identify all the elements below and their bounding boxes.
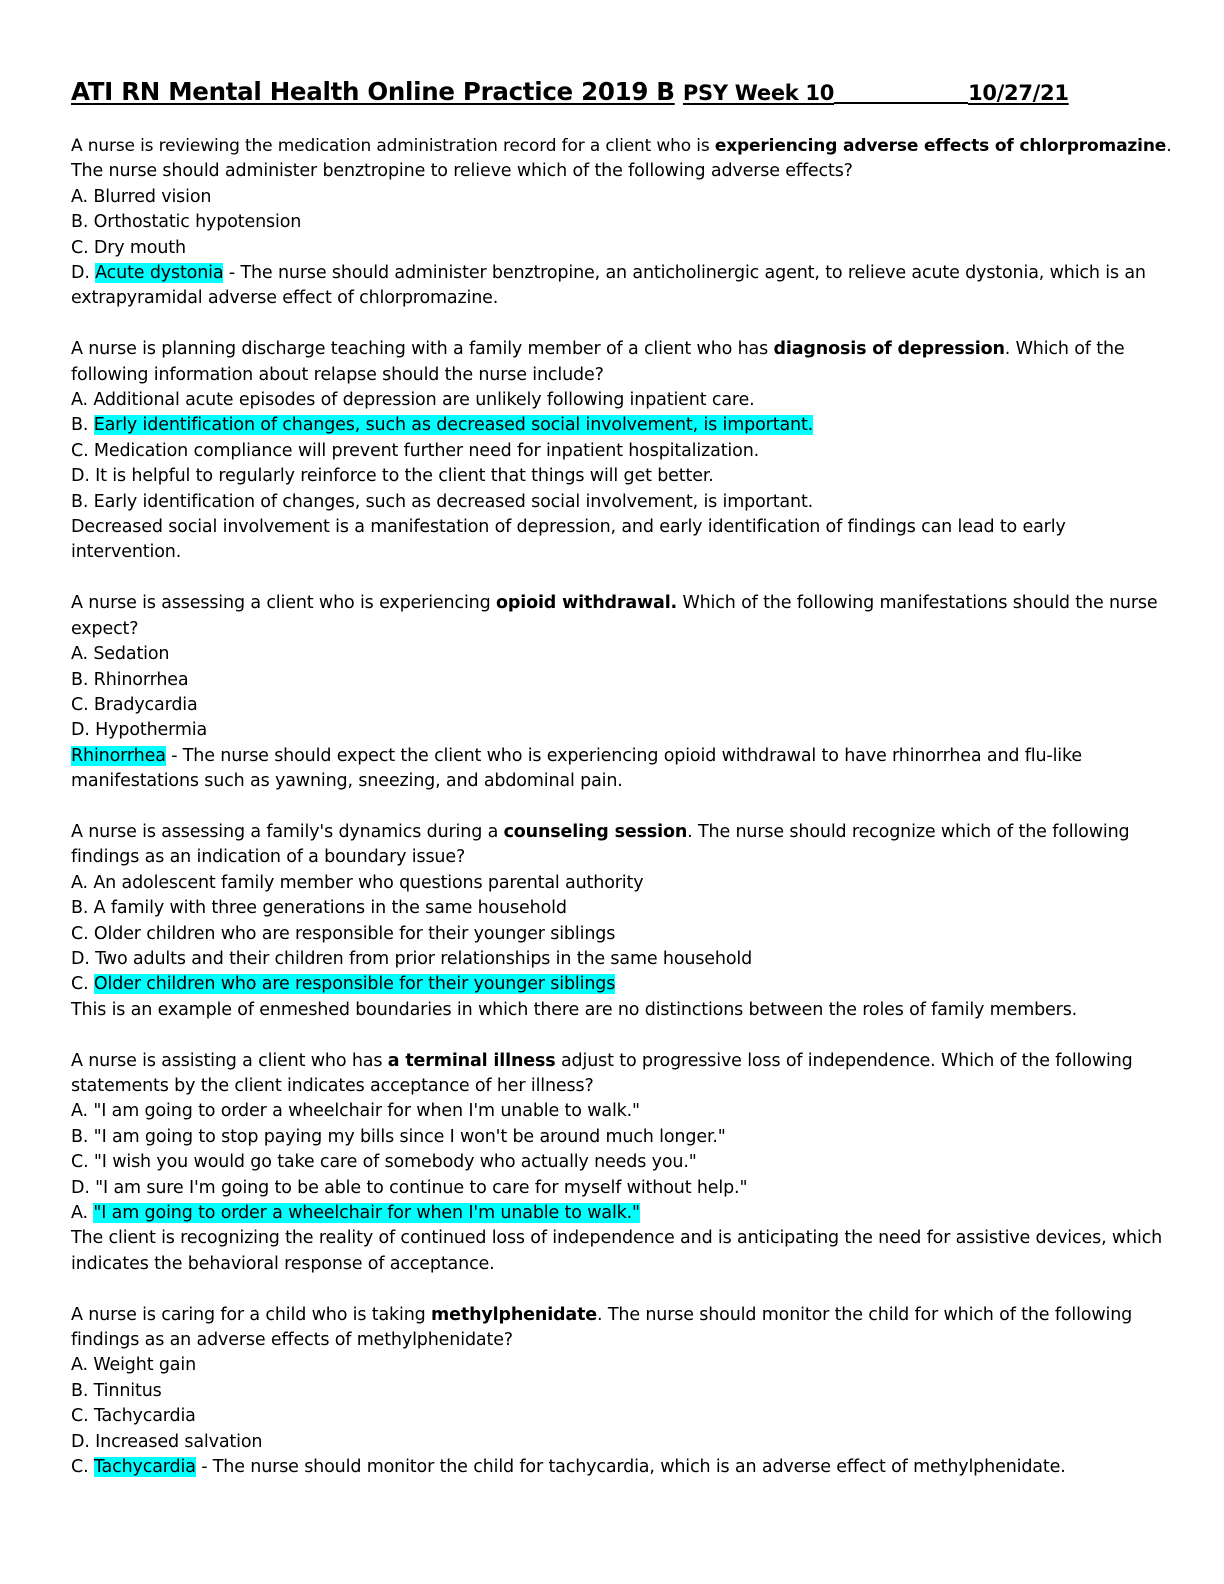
option-d: D. Two adults and their children from prior relationships in the same household [71,948,753,969]
question-stem-line2: findings as an indication of a boundary issue? [71,847,466,868]
answer-line: C. Tachycardia - The nurse should monitor the child for tachycardia, which is an adverse effect of methylphenidate. [71,1457,1066,1478]
question-stem-line2: findings as an adverse effects of methylphenidate? [71,1330,513,1351]
option-a: A. An adolescent family member who questions parental authority [71,872,644,893]
option-d: D. Hypothermia [71,720,208,741]
question-stem: A nurse is caring for a child who is taking methylphenidate. The nurse should monitor the child for which of the following [71,1304,1133,1325]
stem-keyword: experiencing adverse effects of chlorpromazine [714,136,1167,156]
option-c: C. Medication compliance will prevent further need for inpatient hospitalization. [71,440,760,461]
option-c: C. Older children who are responsible for their younger siblings [71,923,616,944]
question-stem: A nurse is assisting a client who has a terminal illness adjust to progressive loss of independence. Which of the following [71,1050,1133,1071]
option-d: D. Increased salvation [71,1431,263,1452]
option-a: A. Sedation [71,644,170,665]
option-b: B. "I am going to stop paying my bills since I won't be around much longer." [71,1126,726,1147]
question-block-6 [71,1303,1161,1481]
option-a: A. Additional acute episodes of depression are unlikely following inpatient care. [71,390,755,411]
title-course: PSY Week 10 [682,81,835,105]
answer-highlight: Acute dystonia [95,263,224,284]
rationale: This is an example of enmeshed boundaries in which there are no distinctions between the roles of family members. [71,999,1078,1020]
stem-keyword: methylphenidate [431,1304,598,1325]
answer-highlight: Early identification of changes, such as decreased social involvement, is important. [93,415,814,436]
document-title [71,76,1161,108]
stem-keyword: diagnosis of depression [773,339,1005,360]
question-stem: A nurse is planning discharge teaching with a family member of a client who has diagnosis of depression. Which of the [71,339,1125,360]
title-main: ATI RN Mental Health Online Practice 2019 B [71,77,675,106]
rationale: - The nurse should expect the client who is experiencing opioid withdrawal to have rhinorrhea and flu-like [165,745,1082,766]
option-d: D. "I am sure I'm going to be able to continue to care for myself without help." [71,1177,748,1198]
question-block-4 [71,820,1161,1023]
question-stem-line2: The nurse should administer benztropine to relieve which of the following adverse effects? [71,161,853,182]
document-page [71,76,1172,1506]
rationale-line2: intervention. [71,542,182,563]
stem-keyword: a terminal illness [387,1050,556,1071]
option-b: B. Rhinorrhea [71,669,189,690]
answer-line [71,744,1161,769]
option-c: C. Dry mouth [71,237,186,258]
answer-line: D. Acute dystonia - The nurse should administer benztropine, an anticholinergic agent, to relieve acute dystonia, which is an [71,263,1146,284]
answer-line: B. Early identification of changes, such as decreased social involvement, is important. [71,491,814,512]
title-date: 10/27/21 [968,81,1069,105]
question-stem-line2: following information about relapse should the nurse include? [71,364,604,385]
rationale-line2: extrapyramidal adverse effect of chlorpromazine. [71,288,499,309]
question-block-3 [71,591,1161,794]
option-a: A. Weight gain [71,1355,197,1376]
question-stem-line2: expect? [71,618,139,639]
stem-keyword: counseling session [503,821,688,842]
rationale: The client is recognizing the reality of continued loss of independence and is anticipating the need for assistive devices, which [71,1228,1163,1249]
answer-highlight: Tachycardia [93,1457,196,1478]
option-a: A. "I am going to order a wheelchair for when I'm unable to walk." [71,1101,640,1122]
option-c: C. Bradycardia [71,694,198,715]
stem-keyword: opioid withdrawal. [495,593,678,614]
option-b: B. A family with three generations in the same household [71,898,567,919]
question-stem: A nurse is assessing a client who is experiencing opioid withdrawal. Which of the following manifestations should the nurse [71,593,1158,614]
answer-line: C. Older children who are responsible for their younger siblings [71,974,616,995]
title-underline-gap [834,80,968,104]
rationale: - The nurse should administer benztropine, an anticholinergic agent, to relieve acute dystonia, which is an [223,263,1146,284]
option-b: B. Orthostatic hypotension [71,212,302,233]
question-stem: A nurse is reviewing the medication administration record for a client who is experiencing adverse effects of chlorpromazine. [71,136,1172,156]
option-d: D. It is helpful to regularly reinforce to the client that things will get better. [71,466,714,487]
answer-highlight: "I am going to order a wheelchair for when I'm unable to walk." [93,1203,640,1223]
rationale: Decreased social involvement is a manifestation of depression, and early identification of findings can lead to early [71,517,1066,538]
answer-line: A. "I am going to order a wheelchair for when I'm unable to walk." [71,1203,640,1223]
question-block-5 [71,1049,1161,1278]
rationale-line2: manifestations such as yawning, sneezing, and abdominal pain. [71,771,623,792]
answer-highlight: Older children who are responsible for their younger siblings [93,974,616,995]
question-stem: A nurse is assessing a family's dynamics during a counseling session. The nurse should recognize which of the following [71,821,1130,842]
answer-highlight: Rhinorrhea [71,745,166,766]
option-c: C. "I wish you would go take care of somebody who actually needs you." [71,1152,697,1173]
option-a: A. Blurred vision [71,186,212,207]
rationale-line2: indicates the behavioral response of acceptance. [71,1253,495,1274]
rationale: - The nurse should monitor the child for tachycardia, which is an adverse effect of methylphenidate. [195,1457,1066,1478]
question-block-2 [71,337,1161,566]
question-block-1 [71,134,1172,312]
option-b: B. Tinnitus [71,1380,162,1401]
option-c: C. Tachycardia [71,1406,196,1427]
question-stem-line2: statements by the client indicates acceptance of her illness? [71,1075,594,1096]
option-b: B. Early identification of changes, such as decreased social involvement, is important. [71,415,814,436]
